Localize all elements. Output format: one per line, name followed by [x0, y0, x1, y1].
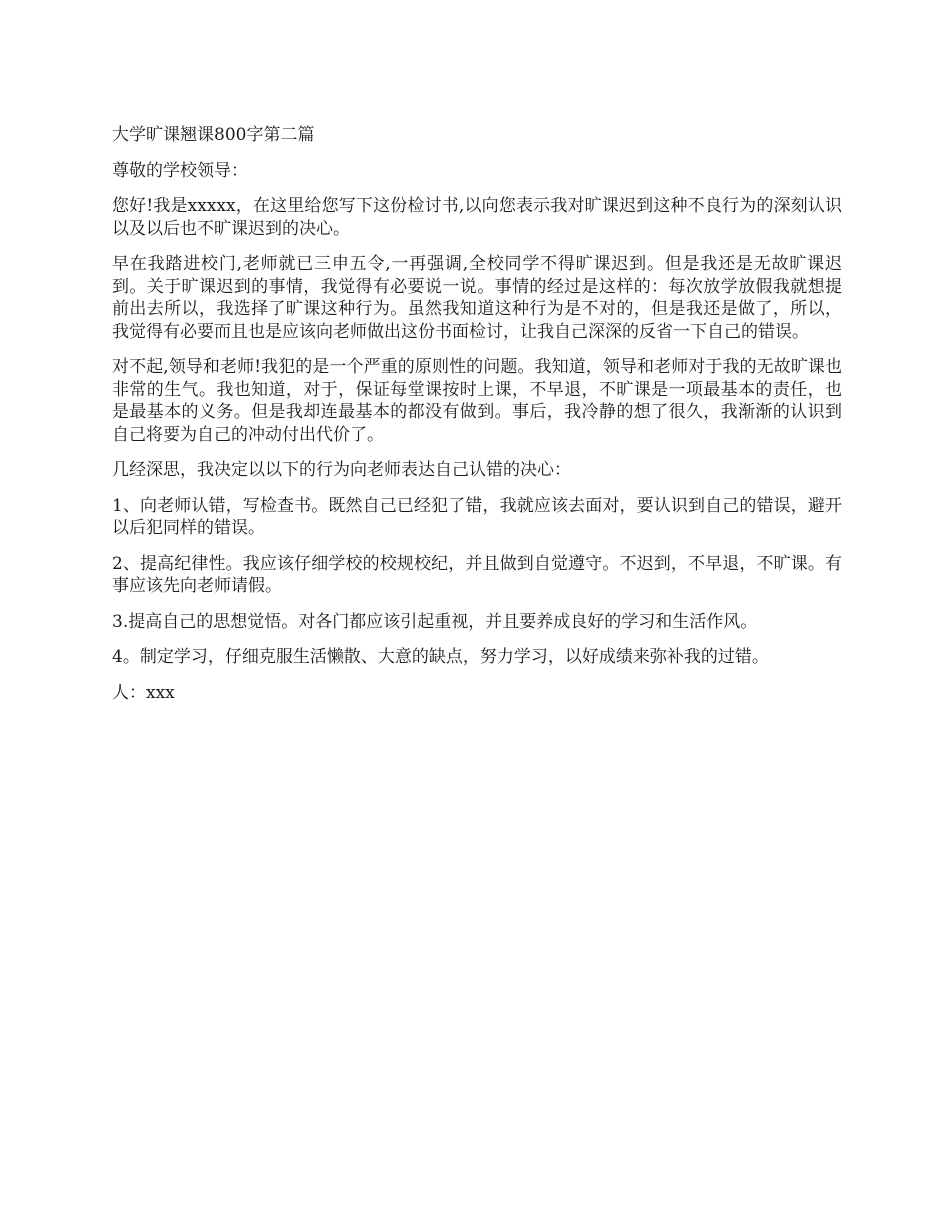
paragraph-apology: 对不起,领导和老师!我犯的是一个严重的原则性的问题。我知道，领导和老师对于我的无故旷课也非常的生气。我也知道，对于，保证每堂课按时上课，不早退，不旷课是一项最基本的责任，也是最基本的义务。但是我却连最基本的都没有做到。事后，我冷静的想了很久，我渐渐的认识到自己将要为自己的冲动付出代价了。	[112, 357, 842, 445]
resolution-item-4: 4。制定学习，仔细克服生活懒散、大意的缺点，努力学习，以好成绩来弥补我的过错。	[112, 647, 769, 667]
resolution-item-3: 3.提高自己的思想觉悟。对各门都应该引起重视，并且要养成良好的学习和生活作风。	[112, 611, 758, 632]
paragraph-intro: 您好!我是xxxxx，在这里给您写下这份检讨书,以向您表示我对旷课迟到这种不良行为的深刻认识以及以后也不旷课迟到的决心。	[112, 196, 842, 239]
paragraph-resolution-intro: 几经深思，我决定以以下的行为向老师表达自己认错的决心：	[112, 460, 571, 480]
signature: 人：xxx	[112, 682, 175, 703]
salutation: 尊敬的学校领导：	[112, 160, 248, 181]
document-body	[112, 124, 842, 717]
resolution-item-1: 1、向老师认错，写检查书。既然自己已经犯了错，我就应该去面对，要认识到自己的错误，避开以后犯同样的错误。	[112, 495, 842, 538]
resolution-item-2: 2、提高纪律性。我应该仔细学校的校规校纪，并且做到自觉遵守。不迟到，不早退，不旷课。有事应该先向老师请假。	[112, 553, 842, 596]
document-title: 大学旷课翘课800字第二篇	[112, 125, 315, 145]
paragraph-background: 早在我踏进校门,老师就已三申五令,一再强调,全校同学不得旷课迟到。但是我还是无故旷课迟到。关于旷课迟到的事情，我觉得有必要说一说。事情的经过是这样的：每次放学放假我就想提前出去所以，我选择了旷课这种行为。虽然我知道这种行为是不对的，但是我还是做了，所以，我觉得有必要而且也是应该向老师做出这份书面检讨，让我自己深深的反省一下自己的错误。	[112, 254, 842, 342]
